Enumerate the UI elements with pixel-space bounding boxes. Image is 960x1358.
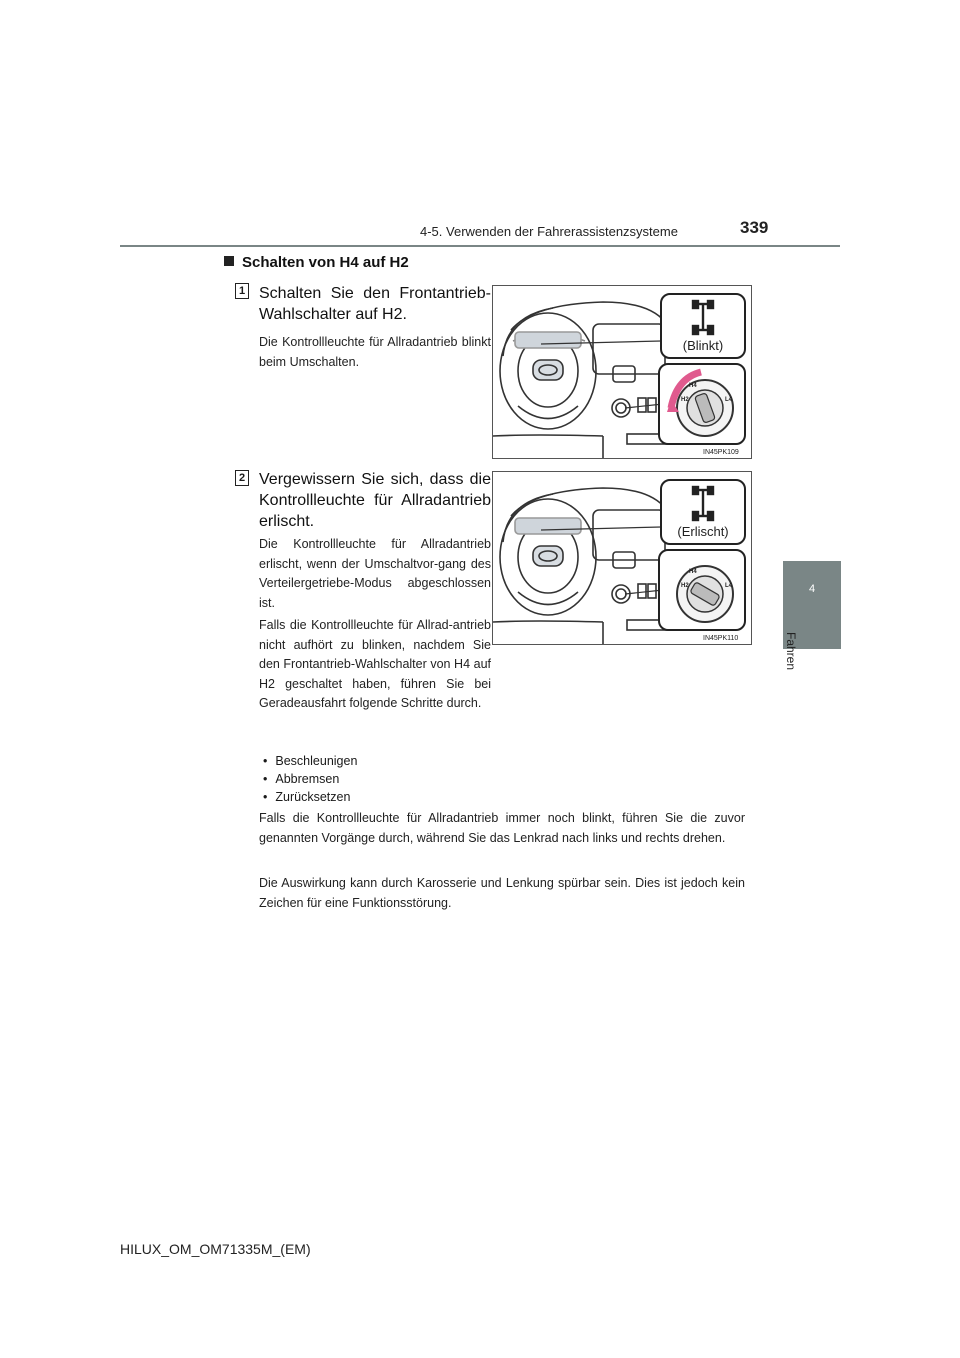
dial-label-h4: H4 — [689, 383, 697, 389]
indicator-status-text: (Erlischt) — [677, 524, 729, 539]
indicator-status-text: (Blinkt) — [682, 338, 724, 353]
step-1-note: Die Kontrollleuchte für Allradantrieb blinkt beim Umschalten. — [259, 335, 491, 369]
paragraph-steering: Falls die Kontrollleuchte für Allradantrieb immer noch blinkt, führen Sie die zuvor genannten Vorgänge durch, während Sie das Lenkrad nach links und rechts drehen. — [259, 811, 745, 845]
dial-label-h2: H2 — [681, 397, 689, 403]
list-item: • Zurücksetzen — [263, 788, 357, 806]
dial-label-h2: H2 — [681, 583, 689, 589]
dashboard-illustration-2 — [493, 472, 751, 644]
chapter-tab-label: Fahren — [784, 632, 798, 671]
figure-code: IN45PK109 — [703, 449, 739, 456]
dial-label-l4: L4 — [725, 397, 733, 403]
step-2-note-2: Falls die Kontrollleuchte für Allrad-antrieb nicht aufhört zu blinken, nachdem Sie den Frontantrieb-Wahlschalter von H4 auf H2 geschaltet haben, führen Sie bei Geradeausfahrt folgende Schritte durch. — [259, 618, 491, 710]
chapter-tab-number: 4 — [808, 583, 816, 595]
section-heading — [224, 254, 409, 271]
figure-step-2 — [492, 471, 752, 645]
document-code: HILUX_OM_OM71335M_(EM) — [120, 1241, 311, 1257]
header-divider — [120, 245, 840, 247]
section-title: Schalten von H4 auf H2 — [242, 254, 409, 271]
list-item: • Beschleunigen — [263, 752, 357, 770]
paragraph-effect: Die Auswirkung kann durch Karosserie und Lenkung spürbar sein. Dies ist jedoch kein Zeichen für eine Funktionsstörung. — [259, 876, 745, 910]
figure-step-1 — [492, 285, 752, 459]
dial-label-l4: L4 — [725, 583, 733, 589]
action-list — [263, 752, 357, 806]
step-2-instruction: Vergewissern Sie sich, dass die Kontrollleuchte für Allradantrieb erlischt. — [259, 471, 491, 530]
chapter-title: 4-5. Verwenden der Fahrerassistenzsysteme — [420, 224, 678, 239]
step-number-2: 2 — [235, 470, 249, 486]
list-item: • Abbremsen — [263, 770, 357, 788]
dial-label-h4: H4 — [689, 569, 697, 575]
step-2-note: Die Kontrollleuchte für Allradantrieb erlischt, wenn der Umschaltvor-gang des Verteilergetriebe-Modus abgeschlossen ist. — [259, 537, 491, 610]
square-bullet-icon — [224, 256, 234, 266]
step-number-1: 1 — [235, 283, 249, 299]
step-1-instruction: Schalten Sie den Frontantrieb-Wahlschalter auf H2. — [259, 285, 491, 323]
dashboard-illustration-1 — [493, 286, 751, 458]
page-number: 339 — [740, 218, 769, 237]
figure-code: IN45PK110 — [703, 635, 739, 642]
